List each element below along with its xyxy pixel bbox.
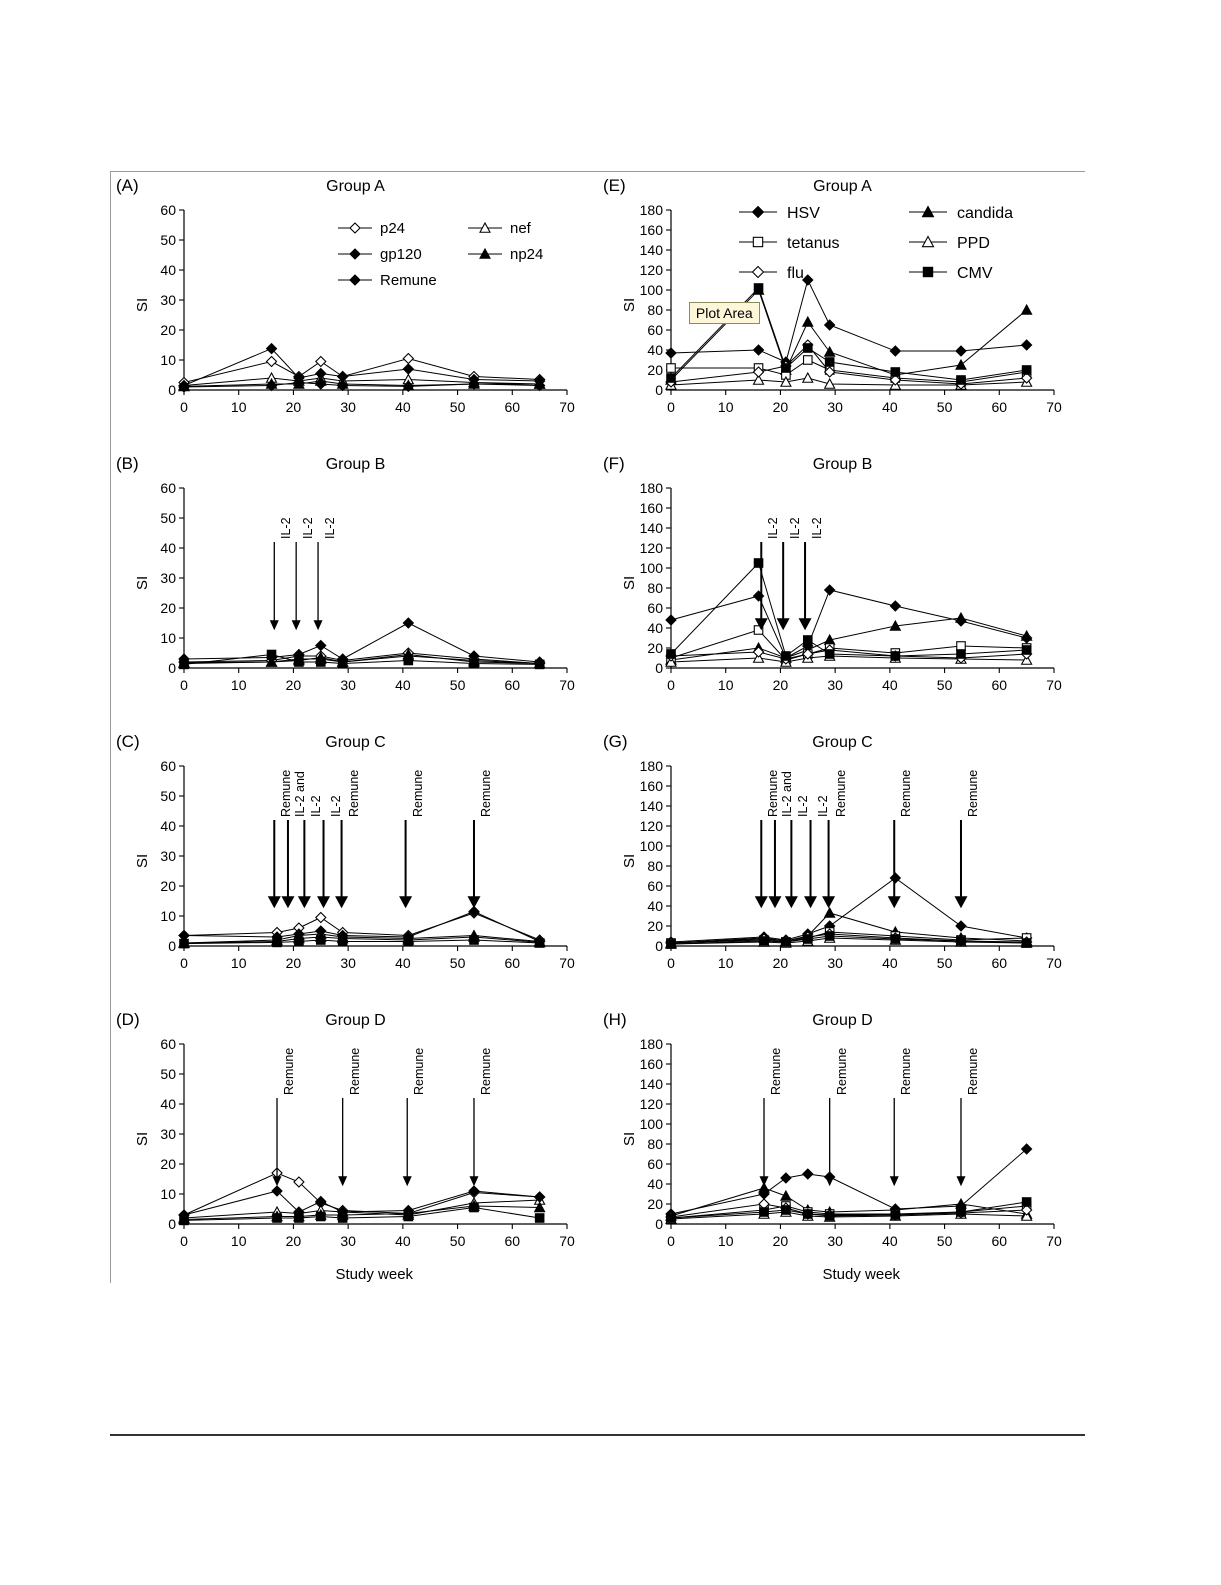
intervention-arrow-label: IL-2 — [796, 795, 811, 818]
svg-text:0: 0 — [667, 677, 675, 693]
legend-left — [332, 216, 582, 306]
intervention-arrow-label: IL-2 — [279, 517, 294, 540]
svg-text:50: 50 — [449, 399, 466, 415]
svg-text:160: 160 — [639, 1056, 663, 1072]
svg-text:80: 80 — [647, 580, 663, 596]
y-axis-label-f: SI — [621, 575, 638, 590]
svg-text:180: 180 — [639, 480, 663, 496]
svg-text:120: 120 — [639, 1096, 663, 1112]
chart-panel-a — [112, 172, 599, 450]
svg-text:60: 60 — [991, 677, 1008, 693]
intervention-arrow-label: Remune — [833, 770, 848, 818]
svg-text:CMV: CMV — [957, 265, 993, 282]
svg-text:120: 120 — [639, 818, 663, 834]
svg-text:20: 20 — [772, 399, 789, 415]
panel-title-a: Group A — [326, 178, 385, 195]
svg-text:140: 140 — [639, 1076, 663, 1092]
svg-text:60: 60 — [504, 399, 521, 415]
chart-panel-h — [599, 1006, 1086, 1284]
panel-label-e: (E) — [603, 176, 626, 195]
svg-text:140: 140 — [639, 798, 663, 814]
svg-text:70: 70 — [559, 677, 575, 693]
svg-text:50: 50 — [936, 1233, 953, 1249]
intervention-arrow-label: IL-2 and — [292, 771, 307, 818]
svg-text:40: 40 — [395, 677, 411, 693]
svg-text:120: 120 — [639, 262, 663, 278]
svg-text:20: 20 — [772, 677, 789, 693]
svg-text:70: 70 — [559, 1233, 575, 1249]
x-axis-label-h: Study week — [822, 1266, 901, 1283]
intervention-arrow-label: Remune — [965, 1048, 980, 1096]
svg-text:0: 0 — [655, 660, 663, 676]
intervention-arrow-label: Remune — [834, 1048, 849, 1096]
svg-text:40: 40 — [882, 1233, 898, 1249]
svg-text:50: 50 — [449, 955, 466, 971]
svg-text:80: 80 — [647, 858, 663, 874]
svg-text:10: 10 — [160, 630, 176, 646]
svg-text:40: 40 — [647, 898, 663, 914]
svg-text:flu: flu — [787, 265, 804, 282]
svg-text:candida: candida — [957, 205, 1014, 222]
panel-title-c: Group C — [325, 734, 386, 751]
chart-panel-c — [112, 728, 599, 1006]
svg-text:Remune: Remune — [380, 272, 437, 289]
svg-text:100: 100 — [639, 282, 663, 298]
svg-text:50: 50 — [936, 677, 953, 693]
plot-area-tooltip: Plot Area — [689, 302, 760, 324]
svg-text:180: 180 — [639, 1036, 663, 1052]
intervention-arrow-label: IL-2 — [788, 517, 803, 540]
intervention-arrow-label: IL-2 — [766, 517, 781, 540]
svg-text:30: 30 — [340, 955, 356, 971]
intervention-arrow-label: Remune — [410, 770, 425, 818]
svg-text:10: 10 — [230, 399, 247, 415]
svg-text:70: 70 — [559, 955, 575, 971]
intervention-arrow-label: Remune — [346, 770, 361, 818]
svg-text:40: 40 — [160, 262, 176, 278]
svg-text:70: 70 — [1046, 677, 1062, 693]
svg-text:30: 30 — [160, 1126, 176, 1142]
svg-text:10: 10 — [230, 955, 247, 971]
chart-panel-g — [599, 728, 1086, 1006]
svg-text:100: 100 — [639, 1116, 663, 1132]
svg-text:70: 70 — [1046, 955, 1062, 971]
svg-text:20: 20 — [772, 1233, 789, 1249]
svg-text:140: 140 — [639, 242, 663, 258]
intervention-arrow-label: Remune — [899, 1048, 914, 1096]
svg-text:30: 30 — [340, 399, 356, 415]
svg-text:0: 0 — [168, 660, 176, 676]
panel-label-g: (G) — [603, 732, 628, 751]
page-frame-left-rule — [110, 171, 111, 1283]
y-axis-label-e: SI — [621, 297, 638, 312]
panel-label-c: (C) — [116, 732, 140, 751]
panel-label-b: (B) — [116, 454, 139, 473]
svg-text:40: 40 — [160, 818, 176, 834]
svg-text:50: 50 — [936, 955, 953, 971]
svg-text:40: 40 — [647, 342, 663, 358]
svg-text:40: 40 — [395, 1233, 411, 1249]
svg-text:30: 30 — [340, 677, 356, 693]
svg-text:20: 20 — [647, 362, 663, 378]
svg-text:40: 40 — [395, 399, 411, 415]
panel-title-d: Group D — [325, 1012, 386, 1029]
svg-text:60: 60 — [160, 202, 176, 218]
svg-text:40: 40 — [882, 955, 898, 971]
svg-text:p24: p24 — [380, 220, 406, 237]
svg-text:10: 10 — [717, 399, 734, 415]
svg-text:40: 40 — [395, 955, 411, 971]
svg-text:20: 20 — [285, 399, 302, 415]
svg-text:10: 10 — [717, 955, 734, 971]
svg-text:0: 0 — [180, 677, 188, 693]
intervention-arrow-label: Remune — [282, 1048, 296, 1096]
svg-text:30: 30 — [160, 570, 176, 586]
svg-text:60: 60 — [991, 399, 1008, 415]
svg-text:40: 40 — [882, 399, 898, 415]
svg-text:60: 60 — [647, 878, 663, 894]
y-axis-label-h: SI — [621, 1131, 638, 1146]
svg-text:40: 40 — [882, 677, 898, 693]
intervention-arrow-label: IL-2 — [810, 517, 825, 540]
panel-title-b: Group B — [325, 456, 386, 473]
svg-text:140: 140 — [639, 520, 663, 536]
intervention-arrow-label: IL-2 — [815, 795, 830, 818]
svg-text:60: 60 — [504, 1233, 521, 1249]
svg-text:10: 10 — [230, 677, 247, 693]
svg-text:50: 50 — [160, 1066, 176, 1082]
chart-panel-e — [599, 172, 1086, 450]
svg-text:60: 60 — [160, 480, 176, 496]
intervention-arrow-label: Remune — [899, 770, 914, 818]
svg-text:0: 0 — [655, 1216, 663, 1232]
intervention-arrow-label: Remune — [478, 770, 493, 818]
svg-text:30: 30 — [160, 292, 176, 308]
svg-text:np24: np24 — [510, 246, 544, 263]
svg-text:60: 60 — [647, 600, 663, 616]
panel-label-a: (A) — [116, 176, 139, 195]
svg-text:20: 20 — [647, 918, 663, 934]
svg-text:40: 40 — [647, 1176, 663, 1192]
svg-text:10: 10 — [230, 1233, 247, 1249]
intervention-arrow-label: IL-2 — [328, 795, 343, 818]
svg-text:10: 10 — [160, 352, 176, 368]
svg-text:50: 50 — [449, 677, 466, 693]
svg-text:0: 0 — [180, 399, 188, 415]
panel-label-h: (H) — [603, 1010, 627, 1029]
svg-text:80: 80 — [647, 1136, 663, 1152]
intervention-arrow-label: Remune — [965, 770, 980, 818]
svg-text:10: 10 — [717, 677, 734, 693]
svg-text:180: 180 — [639, 202, 663, 218]
intervention-arrow-label: Remune — [766, 770, 781, 818]
svg-text:nef: nef — [510, 220, 531, 237]
svg-text:10: 10 — [160, 1186, 176, 1202]
intervention-arrow-label: Remune — [412, 1048, 427, 1096]
svg-text:0: 0 — [667, 399, 675, 415]
svg-text:160: 160 — [639, 778, 663, 794]
svg-text:30: 30 — [827, 1233, 843, 1249]
svg-text:70: 70 — [1046, 399, 1062, 415]
svg-text:50: 50 — [160, 510, 176, 526]
svg-text:gp120: gp120 — [380, 246, 422, 263]
svg-text:60: 60 — [504, 677, 521, 693]
intervention-arrow-label: Remune — [347, 1048, 362, 1096]
svg-text:60: 60 — [647, 322, 663, 338]
intervention-arrow-label: IL-2 — [301, 517, 316, 540]
svg-text:60: 60 — [504, 955, 521, 971]
svg-text:70: 70 — [1046, 1233, 1062, 1249]
chart-panel-d — [112, 1006, 599, 1284]
panel-title-h: Group D — [812, 1012, 873, 1029]
svg-text:60: 60 — [647, 1156, 663, 1172]
svg-text:50: 50 — [936, 399, 953, 415]
svg-text:20: 20 — [647, 640, 663, 656]
svg-text:0: 0 — [168, 1216, 176, 1232]
page-frame-bottom-rule — [110, 1434, 1085, 1436]
chart-panel-b — [112, 450, 599, 728]
y-axis-label-b: SI — [134, 575, 151, 590]
svg-text:60: 60 — [991, 1233, 1008, 1249]
legend-right — [733, 200, 1063, 295]
svg-text:20: 20 — [160, 1156, 176, 1172]
svg-text:10: 10 — [717, 1233, 734, 1249]
svg-text:20: 20 — [160, 878, 176, 894]
svg-text:30: 30 — [827, 955, 843, 971]
intervention-arrow-label: Remune — [769, 1048, 783, 1096]
svg-text:PPD: PPD — [957, 235, 990, 252]
svg-text:20: 20 — [285, 677, 302, 693]
svg-text:0: 0 — [655, 382, 663, 398]
svg-text:80: 80 — [647, 302, 663, 318]
svg-text:30: 30 — [827, 399, 843, 415]
svg-text:60: 60 — [160, 758, 176, 774]
svg-text:20: 20 — [772, 955, 789, 971]
svg-text:50: 50 — [449, 1233, 466, 1249]
intervention-arrow-label: Remune — [478, 1048, 493, 1096]
figure-panel-grid — [112, 172, 1085, 1284]
svg-text:HSV: HSV — [787, 205, 820, 222]
intervention-arrow-label: IL-2 — [309, 795, 324, 818]
svg-text:30: 30 — [340, 1233, 356, 1249]
y-axis-label-c: SI — [134, 853, 151, 868]
intervention-arrow-label: Remune — [279, 770, 294, 818]
x-axis-label-d: Study week — [335, 1266, 414, 1283]
panel-title-g: Group C — [812, 734, 873, 751]
panel-title-e: Group A — [813, 178, 872, 195]
svg-text:20: 20 — [285, 1233, 302, 1249]
svg-text:10: 10 — [160, 908, 176, 924]
svg-text:0: 0 — [168, 382, 176, 398]
svg-text:0: 0 — [667, 1233, 675, 1249]
svg-text:0: 0 — [655, 938, 663, 954]
svg-text:40: 40 — [160, 1096, 176, 1112]
y-axis-label-d: SI — [134, 1131, 151, 1146]
svg-text:30: 30 — [827, 677, 843, 693]
y-axis-label-g: SI — [621, 853, 638, 868]
svg-text:100: 100 — [639, 560, 663, 576]
svg-text:120: 120 — [639, 540, 663, 556]
svg-text:20: 20 — [160, 322, 176, 338]
svg-text:0: 0 — [180, 955, 188, 971]
svg-text:20: 20 — [160, 600, 176, 616]
svg-text:40: 40 — [647, 620, 663, 636]
svg-text:60: 60 — [991, 955, 1008, 971]
intervention-arrow-label: IL-2 — [323, 517, 338, 540]
svg-text:40: 40 — [160, 540, 176, 556]
svg-text:0: 0 — [180, 1233, 188, 1249]
panel-label-f: (F) — [603, 454, 625, 473]
plot-svg-f — [599, 450, 1086, 728]
svg-text:100: 100 — [639, 838, 663, 854]
svg-text:60: 60 — [160, 1036, 176, 1052]
svg-text:180: 180 — [639, 758, 663, 774]
svg-text:tetanus: tetanus — [787, 235, 840, 252]
panel-label-d: (D) — [116, 1010, 140, 1029]
svg-text:20: 20 — [285, 955, 302, 971]
plot-svg-b — [112, 450, 599, 728]
svg-text:50: 50 — [160, 232, 176, 248]
panel-title-f: Group B — [812, 456, 873, 473]
svg-text:30: 30 — [160, 848, 176, 864]
svg-text:50: 50 — [160, 788, 176, 804]
plot-svg-a — [112, 172, 599, 450]
chart-panel-f — [599, 450, 1086, 728]
svg-text:20: 20 — [647, 1196, 663, 1212]
svg-text:160: 160 — [639, 222, 663, 238]
svg-text:0: 0 — [667, 955, 675, 971]
y-axis-label-a: SI — [134, 297, 151, 312]
intervention-arrow-label: IL-2 and — [779, 771, 794, 818]
svg-text:0: 0 — [168, 938, 176, 954]
svg-text:160: 160 — [639, 500, 663, 516]
svg-text:70: 70 — [559, 399, 575, 415]
